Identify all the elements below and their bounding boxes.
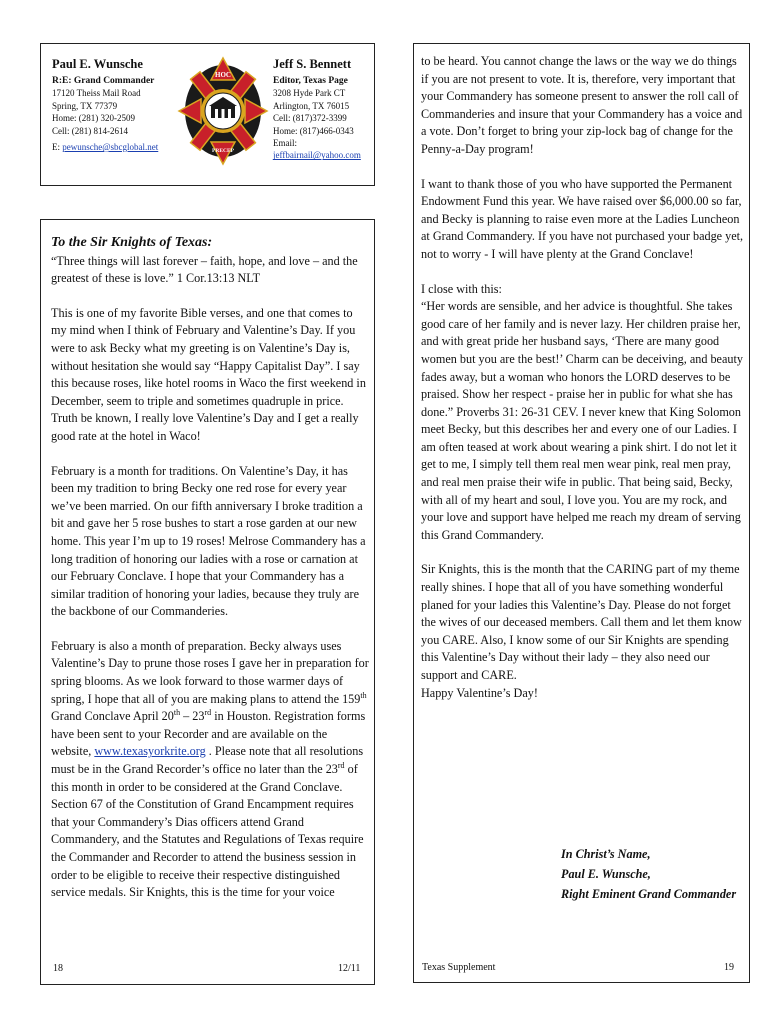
commander-email-row	[52, 141, 172, 153]
voice-paragraph: to be heard. You cannot change the laws or the way we do things if you are not present to vote. It is, therefore, very important that your Commandery has someone present to answer the roll call of Commanderies and insure that your Commandery has a voice and a vote. Don’t forget to bring your zip-lock bag of change for the Penny-a-Day program!	[421, 54, 743, 156]
left-column-box	[40, 219, 375, 985]
editor-address-line1: 3208 Hyde Park CT	[273, 88, 346, 99]
editor-email-label: Email:	[273, 138, 297, 149]
editor-role: Editor, Texas Page	[273, 76, 348, 86]
contact-header-box	[40, 43, 375, 186]
commander-email-link[interactable]: pewunsche@sbcglobal.net	[62, 142, 159, 153]
closing-paragraph: I close with this: “Her words are sensible, and her advice is thoughtful. She takes good care of her family and is never lazy. Her children praise her, and with great pride her husband says, ‘There are many good women but you are the best!’ Charm can be deceiving, and beauty fades away, but a woman who honors the LORD deserves to be praised. Show her respect - praise her in public for what she has done.” Proverbs 31: 26-31 CEV. I never knew that King Solomon meet Becky, but this describes her and every one of our Ladies. I am often teased at work about wearing a pink shirt. I do not let it get to me, I simply tell them real men wear pink, real men pray, and real men praise their wife in public. That being said, Becky, with all of my heart and soul, I love you. You are my rock, and your love and support have helped me reach my dream of serving this Grand Commandery.	[421, 281, 743, 542]
right-page-number: 19	[724, 962, 734, 973]
emblem-top-text: HOC	[215, 71, 231, 79]
website-link[interactable]: www.texasyorkrite.org	[94, 744, 206, 759]
issue-date: 12/11	[338, 963, 361, 974]
valentines-paragraph: This is one of my favorite Bible verses, and one that comes to my mind when I think of February and Valentine’s Day. If you were to ask Becky what my greeting is on Valentine’s Day is, without hesitation she would say “Happy Capitalist Day”. I say this because roses, like hotel rooms in Waco the first weekend in December, seem to triple and sometimes quadruple in price. Truth be known, I really love Valentine’s Day and I get a really good rate at the hotel in Waco!	[51, 305, 366, 443]
salutation: To the Sir Knights of Texas:	[51, 235, 213, 250]
right-column-box	[413, 43, 750, 983]
editor-home-phone: Home: (817)466-0343	[273, 125, 354, 136]
traditions-paragraph: February is a month for traditions. On Valentine’s Day, it has been my tradition to bring Becky one red rose for every year we’ve been married. On our fifth anniversary I broke tradition a bit and gave her 5 rose bushes to start a rose garden at our new home. This year I’m up to 19 roses! Melrose Commandery has a long tradition of honoring our ladies with a rose or carnation at our February Conclave. I hope that your Commandery has a similar tradition of honoring your ladies, because they truly are the backbone of our Commanderies.	[51, 463, 366, 619]
signature-block	[561, 844, 746, 904]
editor-contact	[273, 57, 373, 162]
endowment-paragraph: I want to thank those of you who have supported the Permanent Endowment Fund this year. We have raised over $6,000.00 so far, and Becky is planning to raise even more at the Ladies Luncheon at Grand Commandery. If you have not purchased your badge yet, not to worry - I will have plenty at the Grand Conclave!	[421, 176, 744, 261]
right-column-text	[421, 53, 745, 719]
commander-cell-phone: Cell: (281) 814-2614	[52, 125, 128, 136]
commander-address-line2: Spring, TX 77379	[52, 100, 118, 111]
commander-name: Paul E. Wunsche	[52, 57, 143, 71]
signature-title: Right Eminent Grand Commander	[561, 887, 737, 901]
bible-verse-quote: “Three things will last forever – faith, hope, and love – and the greatest of these is love.” 1 Cor.13:13 NLT	[51, 253, 358, 286]
left-page-number: 18	[53, 963, 63, 974]
commander-address-line1: 17120 Theiss Mail Road	[52, 88, 141, 99]
commander-home-phone: Home: (281) 320-2509	[52, 113, 135, 124]
preparation-paragraph: February is also a month of preparation. Becky always uses Valentine’s Day to prune those roses I gave her in preparation for spring blooms. As we look forward to those warmer days of spring, I hope that all of you are making plans to attend the 159th Grand Conclave April 20th – 23rd in Houston. Registration forms have been sent to your Recorder and are available on the website, www.texasyorkrite.org . Please note that all resolutions must be in the Grand Recorder’s office no later than the 23rd of this month in order to be considered at the Grand Conclave. Section 67 of the Constitution of Grand Encampment requires that your Commandery’s Dias officers attend Grand Commandery, and the Statutes and Regulations of Texas require the Commander and Recorder to attend the business session in order to be eligible to receive their respective distinguished service medals. Sir Knights, this is the time for your voice	[51, 638, 369, 900]
editor-name: Jeff S. Bennett	[273, 57, 352, 71]
signature-name: Paul E. Wunsche,	[561, 867, 651, 881]
left-column-text	[51, 234, 369, 919]
editor-cell-phone: Cell: (817)372-3399	[273, 113, 347, 124]
supplement-label: Texas Supplement	[422, 962, 496, 973]
emblem-bottom-text: PRECEP	[212, 148, 234, 154]
commander-role: R:E: Grand Commander	[52, 76, 155, 86]
editor-email-row	[273, 137, 373, 162]
editor-email-link[interactable]: jeffbairnail@yahoo.com	[273, 150, 361, 161]
templar-cross-emblem-icon	[177, 56, 269, 168]
signature-line1: In Christ’s Name,	[561, 847, 651, 861]
caring-paragraph: Sir Knights, this is the month that the CARING part of my theme really shines. I hope that all of you have something wonderful planed for your ladies this Valentine’s Day. Please do not forget the wives of our deceased members. Call them and let them know you CARE. Also, I know some of our Sir Knights are spending this Valentine’s Day without their lady – they also need our support and CARE. Happy Valentine’s Day!	[421, 562, 742, 700]
commander-contact	[52, 57, 172, 153]
commander-email-label: E:	[52, 142, 63, 153]
editor-address-line2: Arlington, TX 76015	[273, 100, 350, 111]
